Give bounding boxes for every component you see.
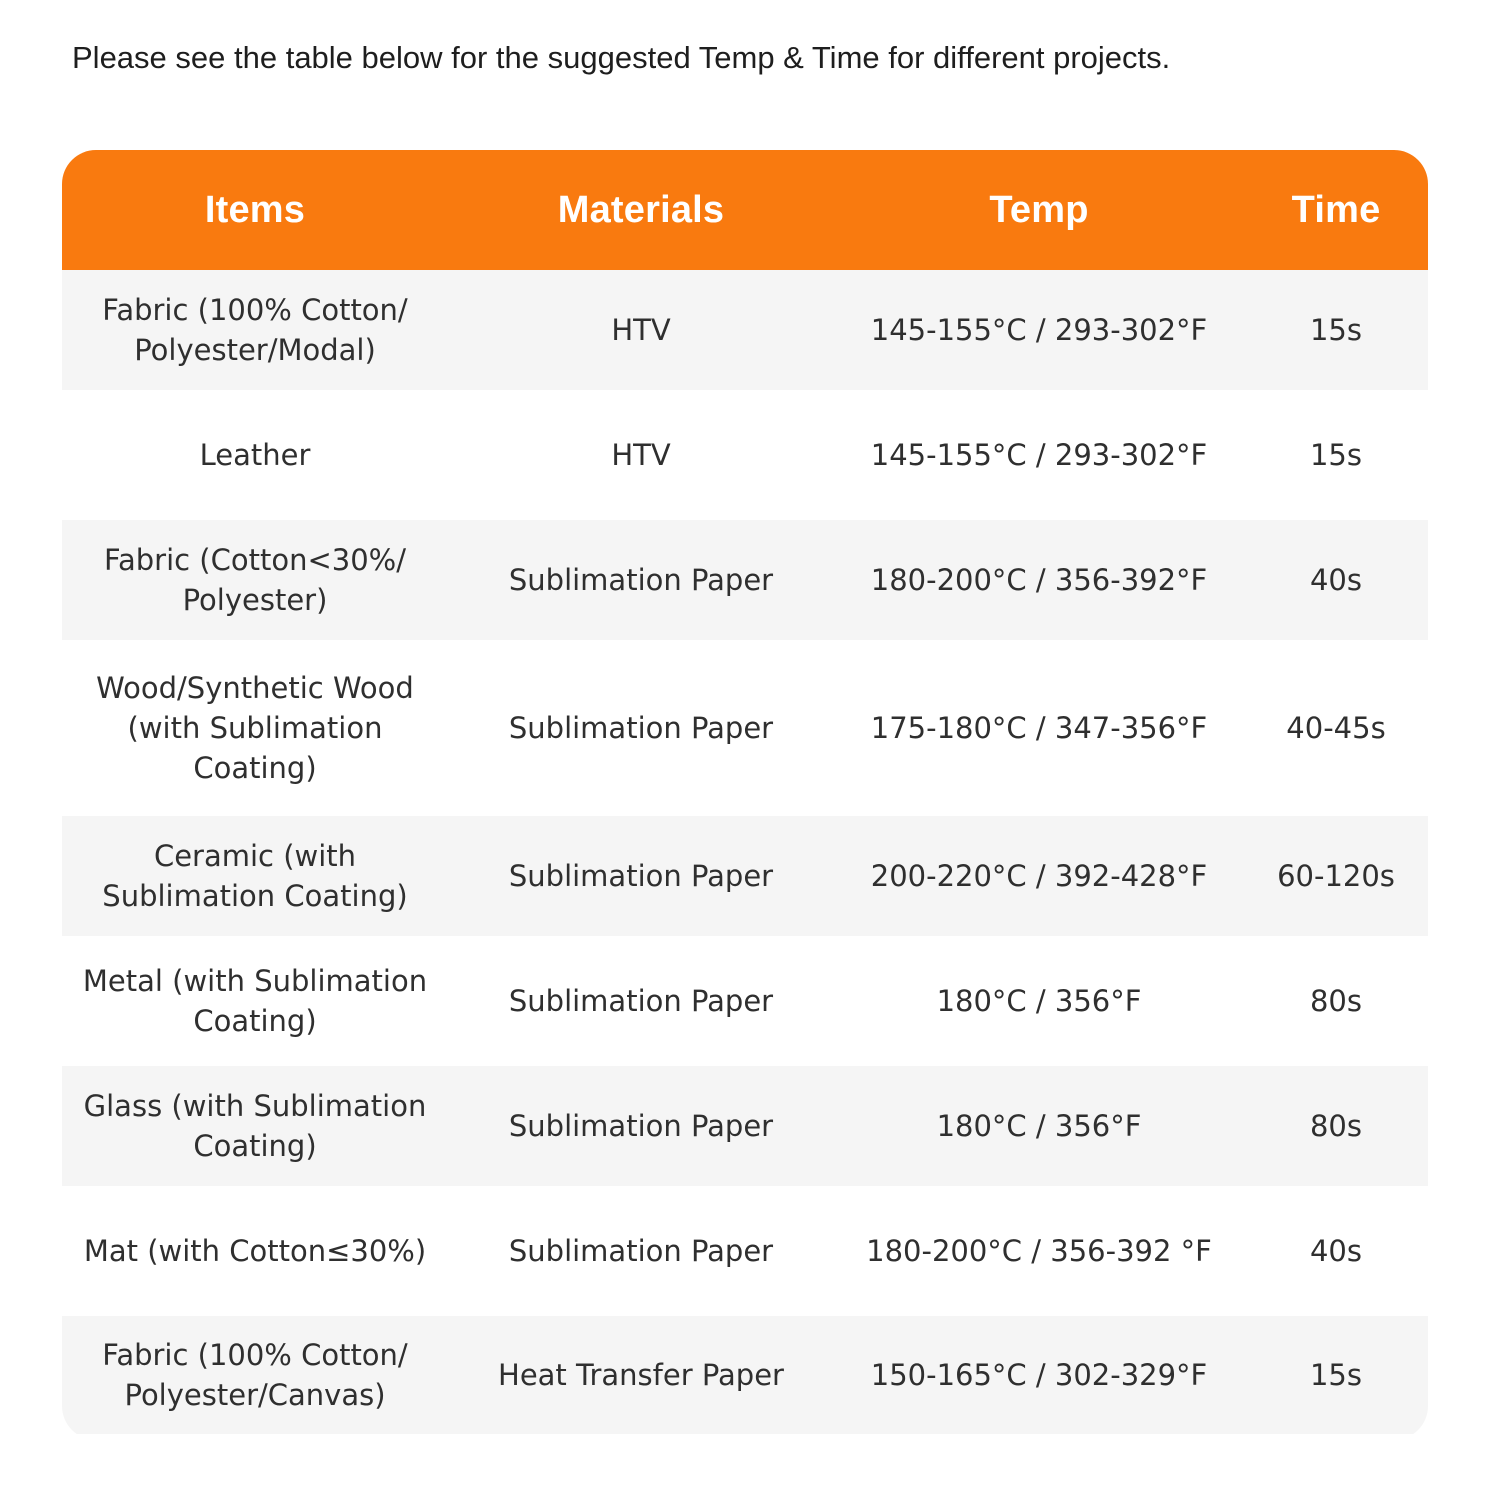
- header-items: Items: [204, 188, 306, 231]
- cell-temp: 145-155°C / 293-302°F: [870, 438, 1208, 472]
- cell-temp: 200-220°C / 392-428°F: [870, 859, 1208, 893]
- header-temp: Temp: [989, 188, 1089, 231]
- cell-time: 15s: [1309, 1358, 1362, 1392]
- cell-temp: 180-200°C / 356-392°F: [870, 563, 1208, 597]
- cell-materials: Sublimation Paper: [508, 1109, 774, 1143]
- cell-time: 40-45s: [1286, 711, 1386, 745]
- cell-items: Leather: [199, 438, 311, 472]
- table-row: [62, 390, 1428, 520]
- cell-items: Mat (with Cotton≤30%): [83, 1234, 427, 1268]
- cell-items: Fabric (100% Cotton/ Polyester/Canvas): [102, 1338, 408, 1412]
- cell-time: 40s: [1309, 1234, 1362, 1268]
- cell-items: Glass (with Sublimation Coating): [83, 1089, 427, 1163]
- table-row: [62, 520, 1428, 640]
- cell-materials: HTV: [611, 313, 671, 347]
- cell-materials: HTV: [611, 438, 671, 472]
- cell-items: Metal (with Sublimation Coating): [82, 964, 428, 1038]
- cell-temp: 180°C / 356°F: [936, 984, 1142, 1018]
- cell-materials: Sublimation Paper: [508, 563, 774, 597]
- cell-time: 80s: [1309, 984, 1362, 1018]
- cell-time: 15s: [1309, 438, 1362, 472]
- cell-materials: Sublimation Paper: [508, 859, 774, 893]
- cell-temp: 180°C / 356°F: [936, 1109, 1142, 1143]
- cell-time: 40s: [1309, 563, 1362, 597]
- cell-time: 80s: [1309, 1109, 1362, 1143]
- cell-materials: Sublimation Paper: [508, 984, 774, 1018]
- header-materials: Materials: [557, 188, 725, 231]
- cell-temp: 175-180°C / 347-356°F: [870, 711, 1208, 745]
- table-row: [62, 1186, 1428, 1316]
- cell-items: Fabric (Cotton<30%/ Polyester): [103, 543, 407, 617]
- cell-items: Wood/Synthetic Wood (with Sublimation Coating): [96, 671, 414, 785]
- table-row: [62, 640, 1428, 816]
- cell-materials: Sublimation Paper: [508, 1234, 774, 1268]
- cell-temp: 145-155°C / 293-302°F: [870, 313, 1208, 347]
- table-row: [62, 1316, 1428, 1434]
- cell-time: 60-120s: [1277, 859, 1395, 893]
- cell-temp: 150-165°C / 302-329°F: [870, 1358, 1208, 1392]
- cell-items: Ceramic (with Sublimation Coating): [102, 839, 408, 913]
- table-row: [62, 936, 1428, 1066]
- temp-time-table: [62, 150, 1428, 1440]
- cell-time: 15s: [1309, 313, 1362, 347]
- cell-items: Fabric (100% Cotton/ Polyester/Modal): [102, 293, 408, 367]
- table-header: [62, 150, 1428, 270]
- table-row: [62, 816, 1428, 936]
- cell-materials: Heat Transfer Paper: [498, 1358, 784, 1392]
- intro-text: Please see the table below for the suggested Temp & Time for different projects.: [72, 40, 1171, 75]
- table-row: [62, 1066, 1428, 1186]
- cell-temp: 180-200°C / 356-392 °F: [866, 1234, 1212, 1268]
- table-row: [62, 270, 1428, 390]
- cell-materials: Sublimation Paper: [508, 711, 774, 745]
- header-time: Time: [1291, 188, 1381, 231]
